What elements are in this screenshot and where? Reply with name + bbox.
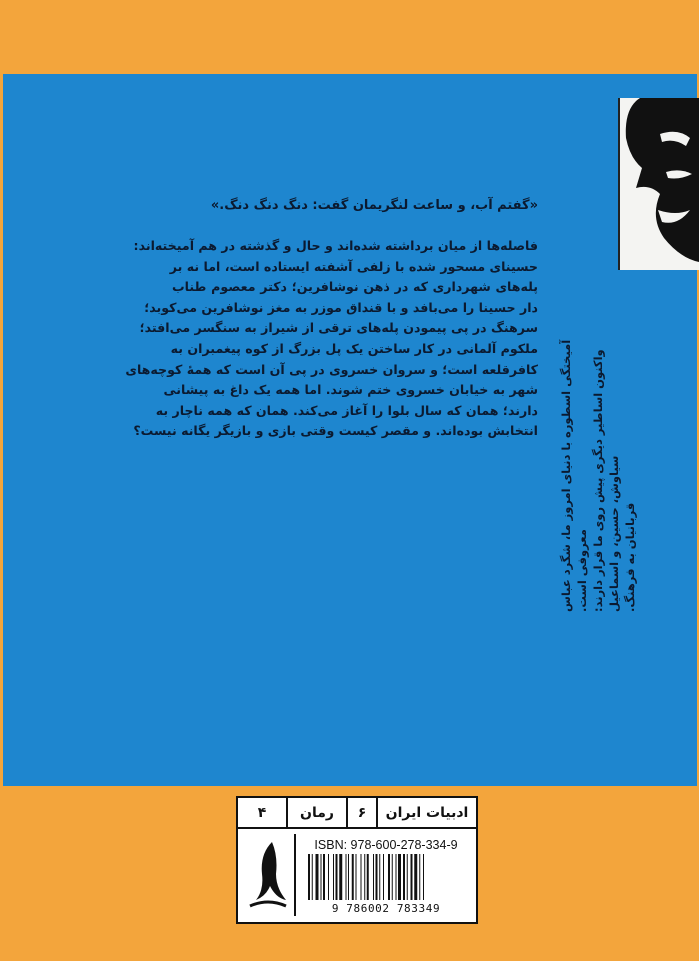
series-row [238,798,476,829]
barcode-bar [339,854,342,900]
barcode-bar [373,854,374,900]
blurb-line: دار حسینا را می‌بافد و با قنداق موزر به مغز نوشافرین می‌کوبد؛ [144,299,538,315]
barcode-bar [316,854,319,900]
side-text-line: آمیختگی اسطوره با دنیای امروز ما، شگرد عباس معروفی است. [559,339,589,612]
barcode-bar [379,854,380,900]
publisher-logo [242,834,296,916]
barcode-bar [312,854,313,900]
blurb-line: کافرقلعه است؛ و سروان خسروی در پی آن است که همهٔ کوچه‌های [125,361,538,377]
portrait-illustration-icon [620,98,699,270]
barcode-bar [361,854,362,900]
epigraph-quote: «گفتم آب، و ساعت لنگریمان گفت: دنگ دنگ دنگ.» [210,198,538,213]
barcode-bar [392,854,393,900]
barcode-digits: 9 786002 783349 [331,902,441,915]
barcode-bar [336,854,338,900]
barcode-bar [346,854,347,900]
blurb-line: شهر به خیابان خسروی ختم شوند. اما همه یک داغ به پیشانی [163,382,538,398]
blurb-line: پله‌های شهرداری که در ذهن نوشافرین؛ دکتر معصوم طناب [172,279,538,295]
author-portrait [618,98,699,270]
barcode-area [302,834,470,918]
barcode-bar [352,854,354,900]
barcode-bar [328,854,329,900]
barcode-bar [414,854,417,900]
blurb-line: دارند؛ همان که سال بلوا را آغاز می‌کند. همان که همه ناچار به [155,402,538,418]
blurb-line: حسینای مسحور شده با زلفی آشفته ایستاده است، اما نه بر [169,258,538,274]
barcode-bar [383,854,384,900]
barcode-bar [398,854,401,900]
barcode-bar [403,854,405,900]
series-isbn-box [236,796,478,924]
series-genre: رمان [286,798,346,827]
barcode-bar [333,854,334,900]
blurb-line: ملکوم آلمانی در کار ساختن یک پل بزرگ از کوه پیغمبران به [170,340,538,356]
barcode-bar [356,854,357,900]
side-text-line: قربانیان به فرهنگ. [623,502,637,612]
barcode-bar [419,854,420,900]
blurb-line: انتخابش بوده‌اند. و مقصر کیست وقتی بازی و بازیگر یگانه نیست؟ [133,423,538,439]
publisher-bird-icon [242,834,294,916]
blurb-line: فاصله‌ها از میان برداشته شده‌اند و حال و گذشته در هم آمیخته‌اند: [133,238,538,253]
barcode-bar [323,854,325,900]
barcode-bar [388,854,390,900]
barcode-bar [376,854,378,900]
barcode-bar [321,854,322,900]
series-collection: ادبیات ایران [376,798,476,827]
barcode-bar [367,854,369,900]
blurb-line: سرهنگ در پی پیمودن پله‌های ترقی از شیراز به سنگسر می‌افتد؛ [139,320,538,336]
barcode-bar [411,854,413,900]
isbn-label: ISBN: 978-600-278-334-9 [314,838,458,852]
blurb-paragraph [125,236,538,442]
barcode-bar [407,854,408,900]
side-text-line: واکنون اساطیر دیگری پیش روی ما قرار دارند: سیاوش، حسین، و اسماعیل [591,349,621,612]
spine-side-text [558,312,638,612]
barcode-bar [396,854,397,900]
barcode-bar [423,854,424,900]
top-orange-band [0,0,699,74]
series-genre-number: ۴ [257,804,267,821]
barcode-bar [348,854,349,900]
barcode-icon [306,854,466,902]
barcode-bar [308,854,310,900]
barcode-bar [364,854,365,900]
series-collection-number: ۶ [346,798,376,827]
